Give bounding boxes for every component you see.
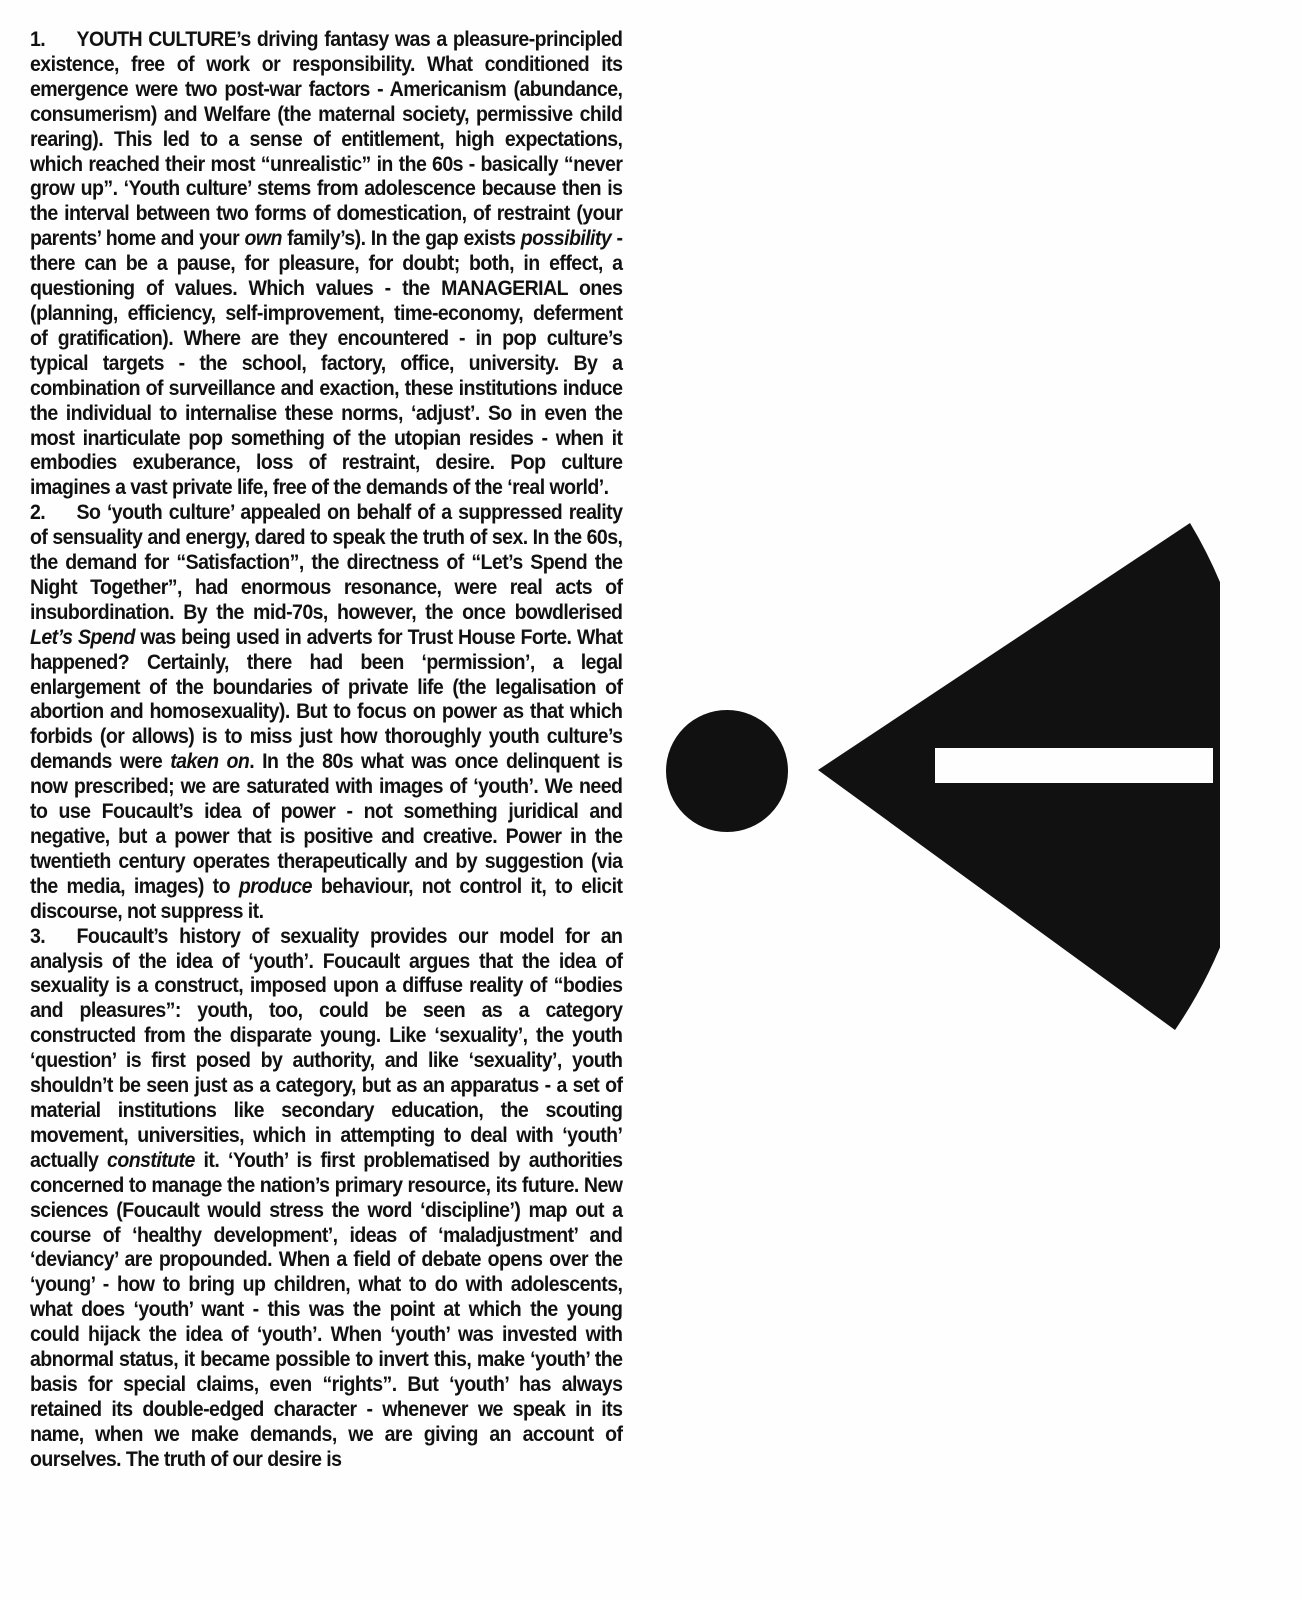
paragraph-number: 1. xyxy=(30,28,46,51)
white-bar xyxy=(935,748,1213,783)
italic-run: constitute xyxy=(107,1148,195,1172)
emphasis-run: YOUTH CULTURE xyxy=(76,28,237,51)
text-run: Foucault’s history of sexuality provides our model for an analysis of the idea of ‘youth’. Foucault argues that the idea of sexuality is a construct, imposed upon a diffuse reality of “bodies and pleasures”: youth, too, could be seen as a category constructed from the disparate young. Like ‘sexuality’, the youth ‘question’ is first posed by authority, and like ‘sexuality’, youth shouldn’t be seen just as a category, but as an apparatus - a set of material institutions like secondary education, the scouting movement, universities, which in attempting to deal with ‘youth’ actually xyxy=(30,924,623,1172)
italic-run: produce xyxy=(238,874,312,898)
paragraph-1 xyxy=(30,28,622,501)
text-run: was being used in adverts for Trust House Forte. What happened? Certainly, there had been ‘permission’, a legal enlargement of the boundaries of private life (the legalisation of abortion and homosexuality). But to focus on power as that which forbids (or allows) is to miss just how thoroughly youth culture’s demands were xyxy=(30,625,623,774)
text-run: So ‘youth culture’ appealed on behalf of a suppressed reality of sensuality and energy, dared to speak the truth of sex. In the 60s, the demand for “Satisfaction”, the directness of “Let’s Spend the Night Together”, had enormous resonance, were real acts of insubordination. By the mid-70s, however, the once bowdlerised xyxy=(30,501,623,624)
text-run: - there can be a pause, for pleasure, for doubt; both, in effect, a questioning of values. Which values - the xyxy=(30,227,623,301)
italic-run: possibility xyxy=(520,227,612,251)
abstract-figure xyxy=(660,515,1220,1045)
paragraph-3 xyxy=(30,925,622,1473)
text-run: it. ‘Youth’ is first problematised by authorities concerned to manage the nation’s primary resource, its future. New sciences (Foucault would stress the word ‘discipline’) map out a course of ‘healthy development’, ideas of ‘maladjustment’ and ‘deviancy’ are propounded. When a field of debate opens over the ‘young’ - how to bring up children, what to do with adolescents, what does ‘youth’ want - this was the point at which the young could hijack the idea of ‘youth’. When ‘youth’ was invested with abnormal status, it became possible to invert this, make ‘youth’ the basis for special claims, even “rights”. But ‘youth’ has always retained its double-edged character - whenever we speak in its name, when we make demands, we are giving an account of ourselves. The truth of our desire is xyxy=(30,1148,623,1471)
text-run: family’s). In the gap exists xyxy=(281,227,521,251)
black-dot xyxy=(666,710,788,832)
emphasis-run: MANAGERIAL xyxy=(441,277,568,301)
italic-run: own xyxy=(244,227,282,251)
paragraph-number: 3. xyxy=(30,924,46,948)
text-run: . In the 80s what was once delinquent is now prescribed; we are saturated with images of ‘youth’. We need to use Foucault’s idea of power - not something juridical and negative, but a power that is positive and creative. Power in the twentieth century operates therapeutically and by suggestion (via the media, images) to xyxy=(30,750,623,898)
paragraph-number: 2. xyxy=(30,501,46,525)
essay-text-column xyxy=(30,28,622,1473)
italic-run: taken on xyxy=(170,750,250,774)
text-run: ones (planning, efficiency, self-improvement, time-economy, deferment of gratification). Where are they encountered - in pop culture’s typical targets - the school, factory, office, university. By a combination of surveillance and exaction, these institutions induce the individual to internalise these norms, ‘adjust’. So in even the most inarticulate pop something of the utopian resides - when it embodies exuberance, loss of restraint, desire. Pop culture imagines a vast private life, free of the demands of the ‘real world’. xyxy=(30,277,623,500)
text-run: behaviour, not control it, to elicit discourse, not suppress it. xyxy=(30,874,623,923)
paragraph-2 xyxy=(30,501,622,924)
italic-run: Let’s Spend xyxy=(30,625,135,649)
text-run: ’s driving fantasy was a pleasure-principled existence, free of work or responsibility. What conditioned its emergence were two post-war factors - Americanism (abundance, consumerism) and Welfare (the maternal society, permissive child rearing). This led to a sense of entitlement, high expectations, which reached their most “unrealistic” in the 60s - basically “never grow up”. ‘Youth culture’ stems from adolescence because then is the interval between two forms of domestication, of restraint (your parents’ home and your xyxy=(30,28,623,251)
